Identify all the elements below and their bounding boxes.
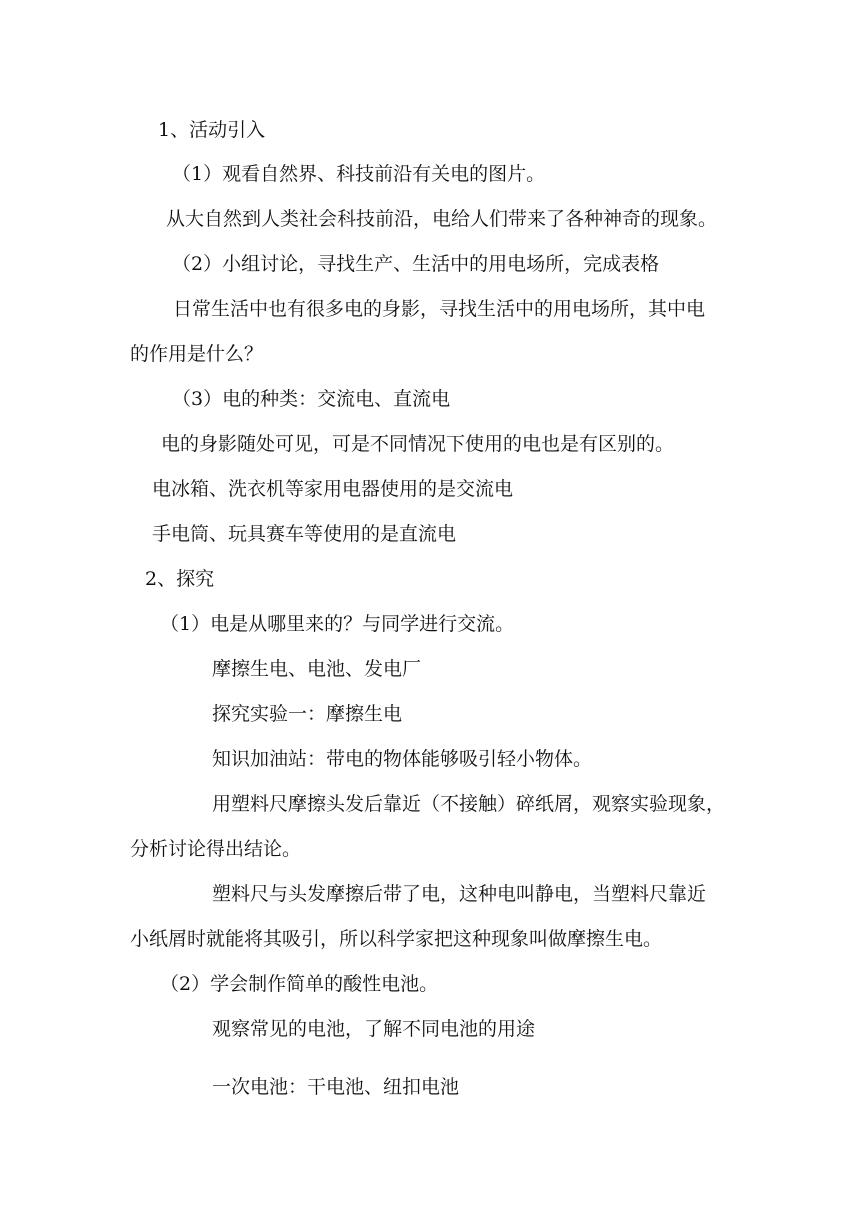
paragraph-line: 观察常见的电池，了解不同电池的用途 <box>212 1018 536 1040</box>
paragraph-line: 分析讨论得出结论。 <box>130 838 302 860</box>
paragraph-line: 手电筒、玩具赛车等使用的是直流电 <box>152 523 457 545</box>
section-heading-activity-intro: 1、活动引入 <box>158 119 266 141</box>
paragraph-line: 从大自然到人类社会科技前沿，电给人们带来了各种神奇的现象。 <box>166 208 718 230</box>
paragraph-line: 日常生活中也有很多电的身影，寻找生活中的用电场所，其中电 <box>173 298 706 320</box>
paragraph-line: （3）电的种类：交流电、直流电 <box>172 388 451 410</box>
paragraph-line: 小纸屑时就能将其吸引，所以科学家把这种现象叫做摩擦生电。 <box>130 928 663 950</box>
paragraph-line: 用塑料尺摩擦头发后靠近（不接触）碎纸屑，观察实验现象， <box>212 793 726 815</box>
paragraph-line: 电的身影随处可见，可是不同情况下使用的电也是有区别的。 <box>161 433 675 455</box>
paragraph-line: 电冰箱、洗衣机等家用电器使用的是交流电 <box>152 478 514 500</box>
section-heading-explore: 2、探究 <box>145 568 215 590</box>
paragraph-line: 知识加油站：带电的物体能够吸引轻小物体。 <box>212 748 593 770</box>
paragraph-line: （2）小组讨论，寻找生产、生活中的用电场所，完成表格 <box>172 253 660 275</box>
paragraph-line: 的作用是什么？ <box>130 343 264 365</box>
paragraph-line: 塑料尺与头发摩擦后带了电，这种电叫静电，当塑料尺靠近 <box>212 883 707 905</box>
paragraph-line: 摩擦生电、电池、发电厂 <box>212 658 422 680</box>
paragraph-line: （2）学会制作简单的酸性电池。 <box>160 973 439 995</box>
paragraph-line: （1）电是从哪里来的？与同学进行交流。 <box>160 613 515 635</box>
paragraph-line: 一次电池：干电池、纽扣电池 <box>212 1076 460 1098</box>
paragraph-line: （1）观看自然界、科技前沿有关电的图片。 <box>172 163 546 185</box>
paragraph-line: 探究实验一：摩擦生电 <box>212 703 403 725</box>
